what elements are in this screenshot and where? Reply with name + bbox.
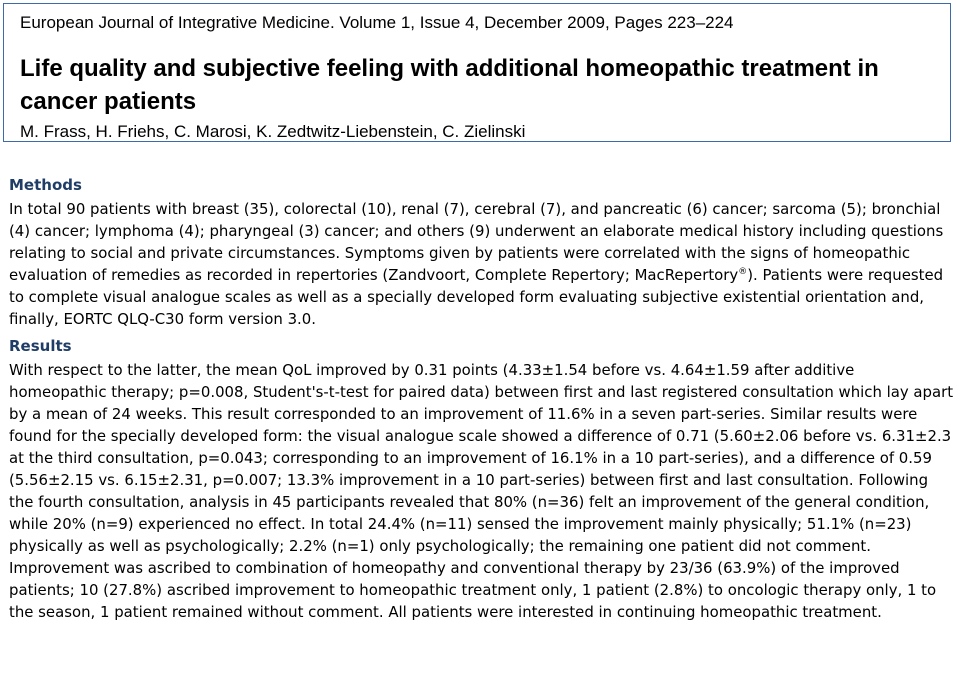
- methods-text-part-2: ). Patients were requested to complete visual analogue scales as well as a specially developed form evaluating subjective existential orientation and, finally, EORTC QLQ-C30 form version 3.0.: [9, 266, 944, 328]
- abstract-body: [9, 172, 954, 626]
- article-title: Life quality and subjective feeling with additional homeopathic treatment in cancer patients: [20, 55, 879, 115]
- methods-text-part-1: In total 90 patients with breast (35), colorectal (10), renal (7), cerebral (7), and pancreatic (6) cancer; sarcoma (5); bronchial (4) cancer; lymphoma (4); pharyngeal (3) cancer; and others (9) underwent an elaborate medical history including questions relating to social and private circumstances. Symptoms given by patients were correlated with the signs of homeopathic evaluation of remedies as recorded in repertories (Zandvoort, Complete Repertory; MacRepertory: [9, 200, 944, 284]
- methods-paragraph: [9, 198, 954, 330]
- journal-citation: European Journal of Integrative Medicine. Volume 1, Issue 4, December 2009, Pages 223–224: [20, 13, 734, 32]
- registered-trademark-mark: ®: [738, 267, 748, 278]
- results-heading: Results: [9, 337, 72, 355]
- citation-header-box: [3, 3, 951, 142]
- methods-heading: Methods: [9, 176, 82, 194]
- author-list: M. Frass, H. Friehs, C. Marosi, K. Zedtwitz-Liebenstein, C. Zielinski: [20, 122, 526, 141]
- results-paragraph: With respect to the latter, the mean QoL improved by 0.31 points (4.33±1.54 before vs. 4.64±1.59 after additive homeopathic therapy; p=0.008, Student's-t-test for paired data) between first and last registered consultation which lay apart by a mean of 24 weeks. This result corresponded to an improvement of 11.6% in a seven part-series. Similar results were found for the specially developed form: the visual analogue scale showed a difference of 0.71 (5.60±2.06 before vs. 6.31±2.3 at the third consultation, p=0.043; corresponding to an improvement of 16.1% in a 10 part-series), and a difference of 0.59 (5.56±2.15 vs. 6.15±2.31, p=0.007; 13.3% improvement in a 10 part-series) between first and last consultation. Following the fourth consultation, analysis in 45 participants revealed that 80% (n=36) felt an improvement of the general condition, while 20% (n=9) experienced no effect. In total 24.4% (n=11) sensed the improvement mainly physically; 51.1% (n=23) physically as well as psychologically; 2.2% (n=1) only psychologically; the remaining one patient did not comment. Improvement was ascribed to combination of homeopathy and conventional therapy by 23/36 (63.9%) of the improved patients; 10 (27.8%) ascribed improvement to homeopathic treatment only, 1 patient (2.8%) to oncologic therapy only, 1 to the season, 1 patient remained without comment. All patients were interested in continuing homeopathic treatment.: [9, 361, 954, 621]
